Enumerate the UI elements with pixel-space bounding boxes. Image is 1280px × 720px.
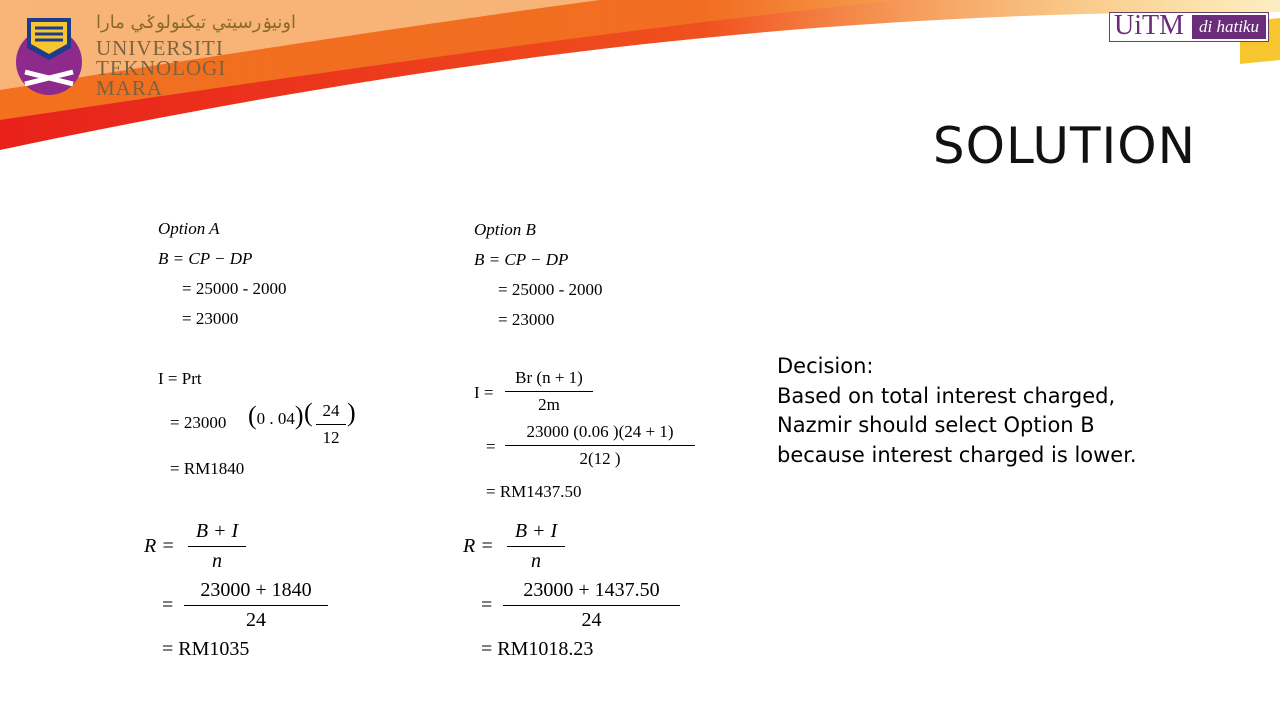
option-b-i-result: = RM1437.50 [486,482,582,501]
option-b-i-eq: = [486,437,496,456]
option-a-b-step2: = 23000 [182,309,239,328]
decision-text [777,352,1137,470]
option-a-r-lhs: R = [144,535,175,557]
option-b-b-step2: = 23000 [498,310,555,329]
option-b-i-lhs: I = [474,383,494,402]
option-a-i-step1-pre: = 23000 [170,413,227,432]
option-b-label: Option B [474,220,536,239]
option-b-b-formula: B = CP − DP [474,250,569,269]
option-a-label: Option A [158,219,220,238]
university-line-3: MARA [96,76,164,100]
decision-heading: Decision: [777,354,874,378]
option-a-r-eq: = [162,594,174,616]
option-b-r-formula: B + I n [507,520,565,573]
university-line-1: UNIVERSITI [96,36,224,60]
option-b-i-step: 23000 (0.06 )(24 + 1) 2(12 ) [505,422,695,469]
slide-title: SOLUTION [932,117,1196,175]
option-a-i-result: = RM1840 [170,459,245,478]
decision-line-2: Nazmir should select Option B [777,413,1095,437]
decision-line-3: because interest charged is lower. [777,442,1137,467]
option-b-r-lhs: R = [463,535,494,557]
option-b-r-step: 23000 + 1437.50 24 [503,579,680,632]
option-b-r-eq: = [481,594,493,616]
option-b-i-formula: Br (n + 1) 2m [505,368,593,415]
option-b-b-step1: = 25000 - 2000 [498,280,603,299]
badge-uitm-text: UiTM [1114,10,1184,41]
option-a-i-rate-group: (0 . 04) [248,401,304,430]
option-a-r-result: = RM1035 [162,638,250,660]
decision-line-1: Based on total interest charged, [777,383,1116,408]
university-line-2: TEKNOLOGI [96,56,227,80]
arabic-university-name: اونيۏرسيتي تيكنولوݢي مارا [96,12,297,33]
option-a-r-formula: B + I n [188,520,246,573]
option-a-i-formula: I = Prt [158,369,202,388]
option-b-r-result: = RM1018.23 [481,638,594,660]
badge-tagline: di hatiku [1192,15,1266,39]
option-a-b-formula: B = CP − DP [158,249,253,268]
option-a-i-fraction: 24 12 [316,401,346,448]
option-a-right-paren: ) [347,398,356,427]
option-a-b-step1: = 25000 - 2000 [182,279,287,298]
option-a-left-paren: ( [304,398,313,427]
option-a-r-step: 23000 + 1840 24 [184,579,328,632]
uitm-dihatiku-badge [1109,12,1269,42]
uitm-crest-icon [13,14,85,98]
